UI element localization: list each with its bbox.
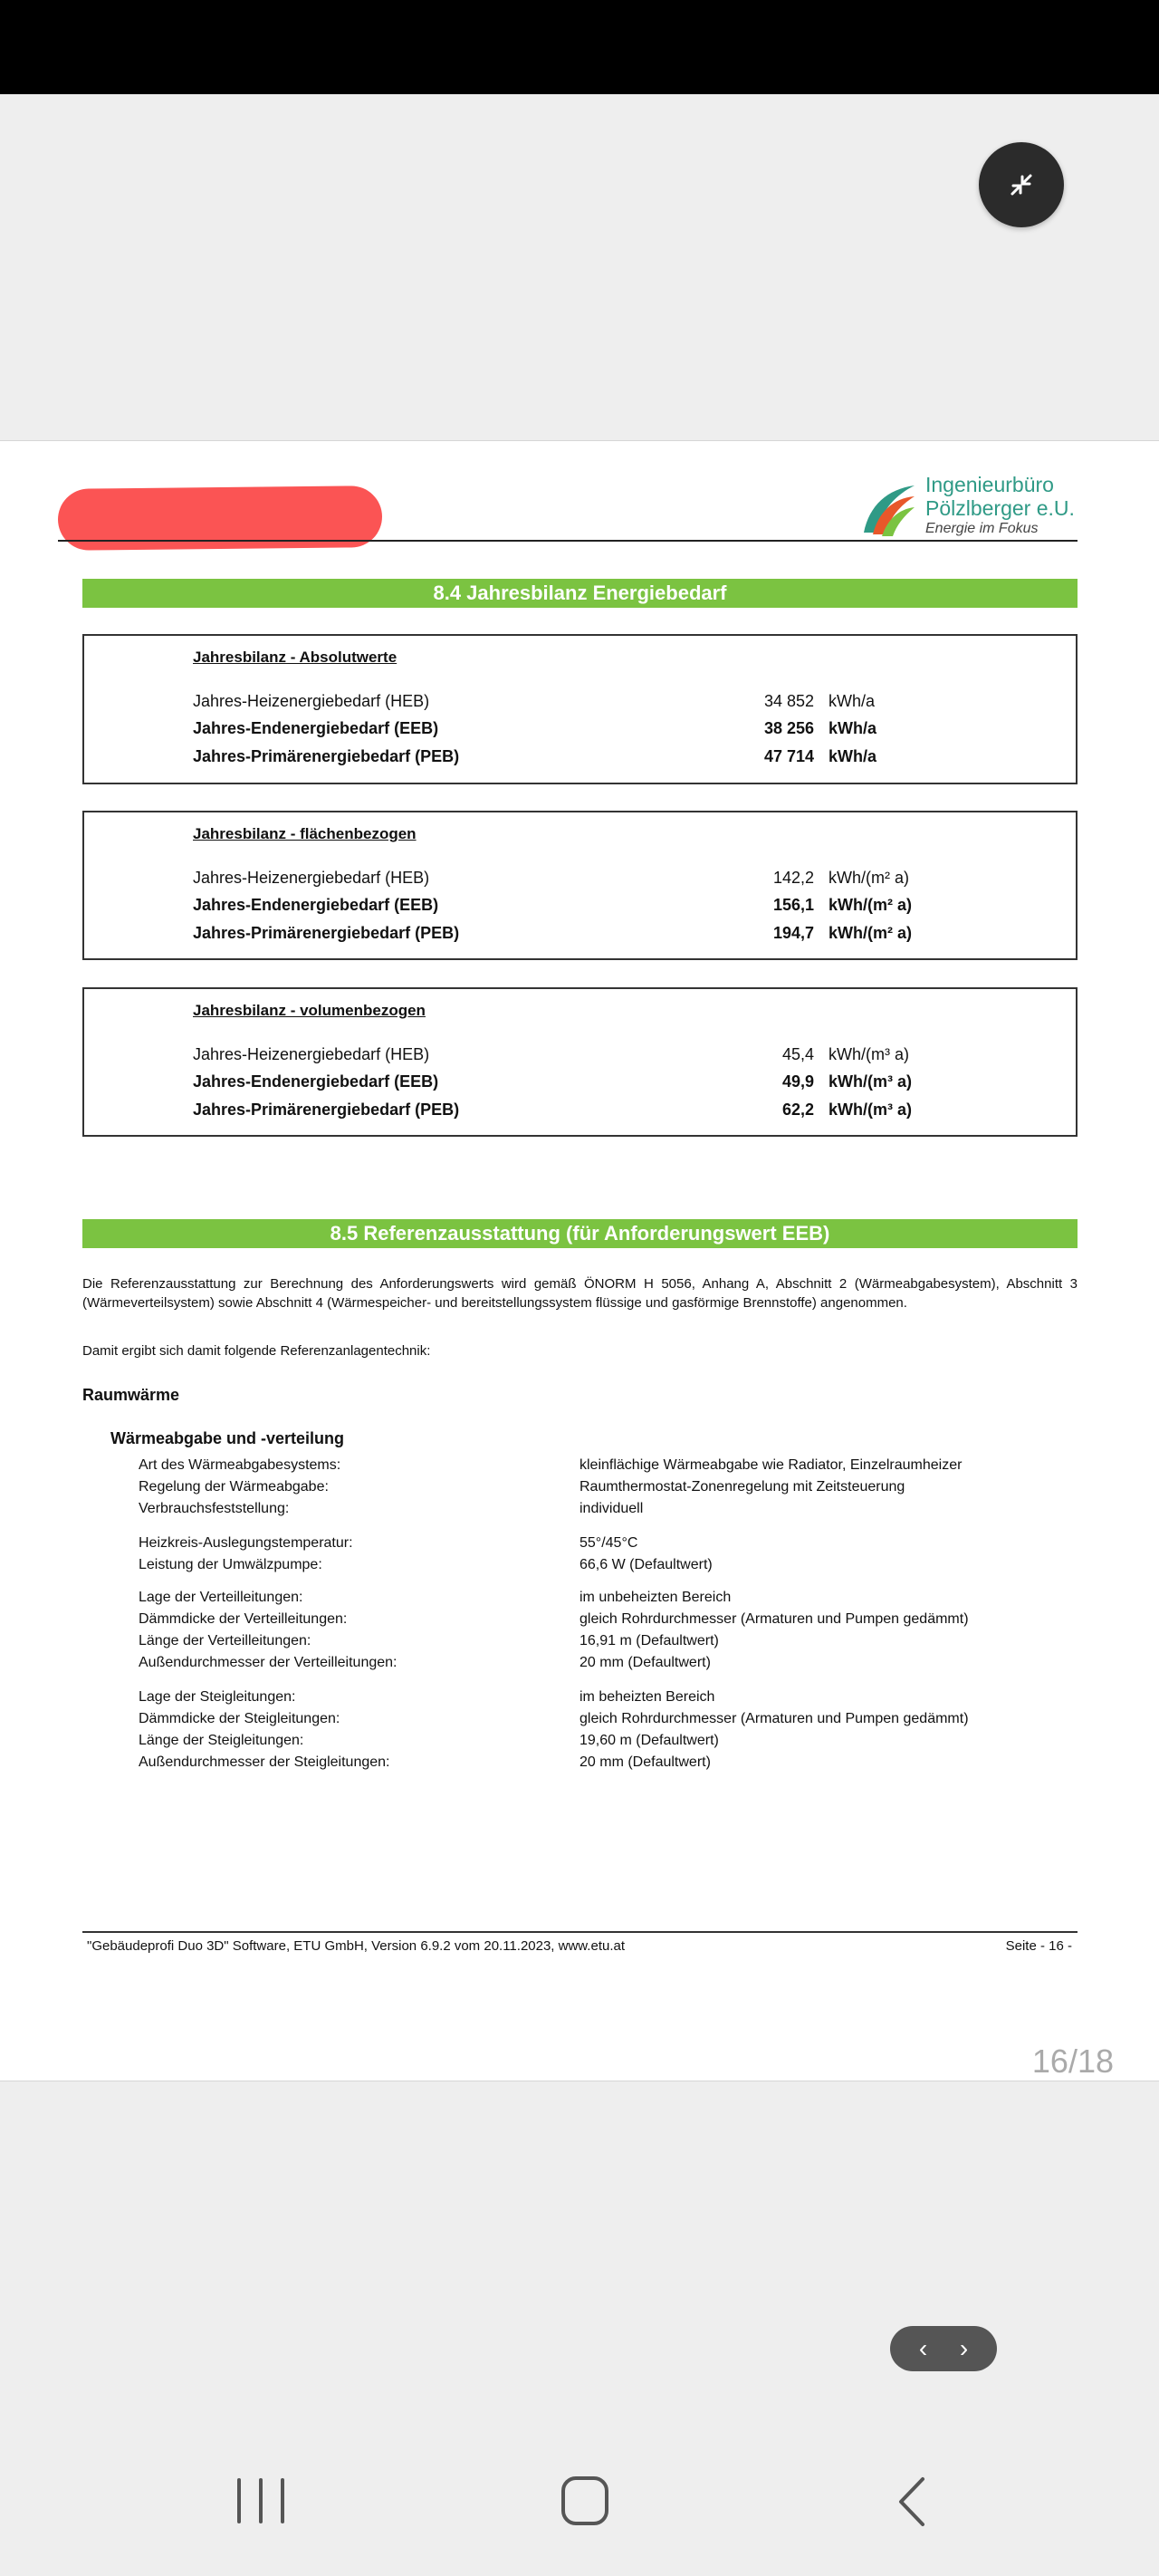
home-icon[interactable] [561,2476,608,2525]
box-title: Jahresbilanz - volumenbezogen [193,1002,426,1019]
spec-key: Leistung der Umwälzpumpe: [139,1557,322,1572]
balance-row [193,924,1008,946]
spec-row [139,1501,1044,1521]
heading-raumwaerme: Raumwärme [82,1386,180,1404]
header-rule [58,540,1078,542]
balance-box-absolute-content [0,634,1159,784]
intro-paragraph-2: Damit ergibt sich damit folgende Referenzanlagentechnik: [82,1343,431,1359]
row-value: 47 714 [763,747,814,765]
row-unit: kWh/(m³ a) [829,1045,909,1063]
spec-value: 20 mm (Defaultwert) [580,1754,711,1770]
spec-key: Außendurchmesser der Verteilleitungen: [139,1655,398,1670]
spec-value: 19,60 m (Defaultwert) [580,1733,719,1748]
spec-value: im beheizten Bereich [580,1689,715,1705]
spec-value: 66,6 W (Defaultwert) [580,1557,713,1572]
page-nav-pill [890,2326,997,2371]
row-label: Jahres-Primärenergiebedarf (PEB) [193,924,460,942]
spec-value: 20 mm (Defaultwert) [580,1655,711,1670]
chevron-right-icon[interactable]: › [959,2334,969,2362]
row-unit: kWh/(m³ a) [829,1101,912,1119]
spec-key: Dämmdicke der Verteilleitungen: [139,1611,348,1627]
row-unit: kWh/(m² a) [829,924,912,942]
row-value: 62,2 [781,1101,814,1119]
spec-row [139,1733,1044,1753]
spec-key: Art des Wärmeabgabesystems: [139,1457,341,1473]
box-title: Jahresbilanz - Absolutwerte [193,649,398,666]
company-logo-text [925,473,1075,538]
row-value: 142,2 [772,869,814,887]
footer-rule [82,1931,1078,1933]
row-unit: kWh/a [829,692,876,710]
spec-row [139,1711,1044,1731]
intro-paragraph: Die Referenzausstattung zur Berechnung des Anforderungswerts wird gemäß ÖNORM H 5056, Anhang A, Abschnitt 2 (Wärmeabgabesystem), Abschnitt 3 (Wärmeverteilsystem) sowie Abschnitt 4 (Wärmespeicher- und bereitstellungssystem flüssige und gasförmige Brennstoffe) angenommen. [82,1276,1078,1311]
back-icon[interactable] [892,2475,932,2528]
spec-row [139,1611,1044,1631]
footer-software-note: "Gebäudeprofi Duo 3D" Software, ETU GmbH, Version 6.9.2 vom 20.11.2023, www.etu.at [87,1938,626,1954]
spec-key: Lage der Verteilleitungen: [139,1590,303,1605]
row-label: Jahres-Primärenergiebedarf (PEB) [193,747,460,765]
row-unit: kWh/a [829,747,877,765]
row-label: Jahres-Primärenergiebedarf (PEB) [193,1101,460,1119]
spec-value: Raumthermostat-Zonenregelung mit Zeitsteuerung [580,1479,905,1495]
row-unit: kWh/(m² a) [829,896,912,914]
chevron-left-icon[interactable]: ‹ [918,2334,928,2362]
exit-fullscreen-icon [1003,167,1039,203]
spec-key: Lage der Steigleitungen: [139,1689,296,1705]
spec-value: im unbeheizten Bereich [580,1590,732,1605]
balance-row [193,1045,1008,1067]
balance-row [193,747,1008,769]
spec-key: Verbrauchsfeststellung: [139,1501,290,1516]
row-value: 49,9 [781,1072,814,1091]
spec-row [139,1633,1044,1653]
row-unit: kWh/(m² a) [829,869,909,887]
spec-key: Außendurchmesser der Steigleitungen: [139,1754,390,1770]
spec-row [139,1535,1044,1555]
row-label: Jahres-Heizenergiebedarf (HEB) [193,692,430,710]
status-bar [0,0,1159,94]
row-value: 156,1 [772,896,814,914]
spec-row [139,1655,1044,1675]
exit-fullscreen-button[interactable] [979,142,1064,227]
row-unit: kWh/(m³ a) [829,1072,912,1091]
balance-row [193,692,1008,714]
page-top-edge [0,440,1159,441]
row-label: Jahres-Endenergiebedarf (EEB) [193,1072,439,1091]
balance-box-area-content [0,811,1159,960]
spec-value: gleich Rohrdurchmesser (Armaturen und Pumpen gedämmt) [580,1611,969,1627]
spec-key: Heizkreis-Auslegungstemperatur: [139,1535,353,1551]
section-title-8-4: 8.4 Jahresbilanz Energiebedarf [82,579,1078,608]
row-label: Jahres-Endenergiebedarf (EEB) [193,896,439,914]
spec-key: Regelung der Wärmeabgabe: [139,1479,329,1495]
section-title-8-5: 8.5 Referenzausstattung (für Anforderungswert EEB) [82,1219,1078,1248]
spec-key: Länge der Steigleitungen: [139,1733,304,1748]
recent-apps-icon[interactable] [237,2478,284,2523]
spec-row [139,1590,1044,1610]
balance-row [193,719,1008,741]
balance-row [193,869,1008,890]
row-value: 38 256 [763,719,814,737]
spec-value: 16,91 m (Defaultwert) [580,1633,719,1648]
row-value: 34 852 [763,692,814,710]
row-unit: kWh/a [829,719,877,737]
spec-row [139,1557,1044,1577]
balance-row [193,1101,1008,1122]
balance-box-volume-content [0,987,1159,1137]
page-counter: 16/18 [1031,2043,1114,2080]
spec-value: individuell [580,1501,644,1516]
spec-row [139,1689,1044,1709]
subheading-waermeabgabe: Wärmeabgabe und -verteilung [110,1429,345,1447]
spec-value: 55°/45°C [580,1535,638,1551]
spec-row [139,1479,1044,1499]
box-title: Jahresbilanz - flächenbezogen [193,825,417,842]
row-label: Jahres-Endenergiebedarf (EEB) [193,719,439,737]
balance-row [193,896,1008,918]
spec-key: Dämmdicke der Steigleitungen: [139,1711,340,1726]
logo-line-1: Ingenieurbüro [925,473,1054,496]
row-label: Jahres-Heizenergiebedarf (HEB) [193,869,430,887]
spec-key: Länge der Verteilleitungen: [139,1633,311,1648]
spec-row [139,1754,1044,1774]
spec-row [139,1457,1044,1477]
spec-value: kleinflächige Wärmeabgabe wie Radiator, Einzelraumheizer [580,1457,963,1473]
spec-value: gleich Rohrdurchmesser (Armaturen und Pumpen gedämmt) [580,1711,969,1726]
balance-row [193,1072,1008,1094]
footer-page-number: Seite - 16 - [1005,1938,1072,1954]
logo-line-2: Pölzlberger e.U. [925,496,1075,520]
row-value: 45,4 [781,1045,814,1063]
row-label: Jahres-Heizenergiebedarf (HEB) [193,1045,430,1063]
logo-tagline: Energie im Fokus [925,521,1039,536]
row-value: 194,7 [772,924,814,942]
